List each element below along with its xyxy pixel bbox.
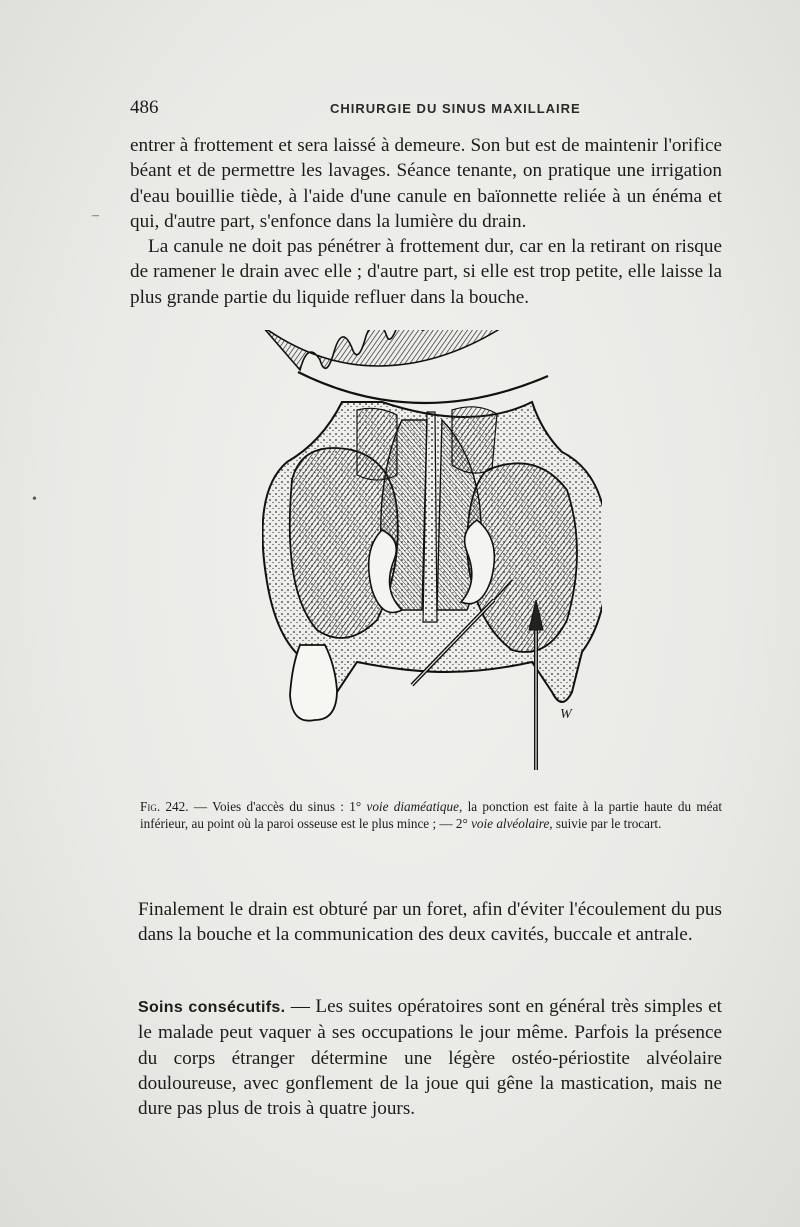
bottom-text [138, 994, 722, 1121]
margin-dash: – [92, 208, 99, 223]
caption-term-diameatique: voie diaméatique, [366, 799, 463, 814]
middle-text [138, 897, 722, 948]
paragraph-canule: La canule ne doit pas pénétrer à frottement dur, car en la retirant on risque de ramener le drain avec elle ; d'autre part, si elle est trop petite, elle laisse la plus grande partie du liquide refluer dans la bouche. [130, 236, 722, 308]
caption-text: Fig. 242. — Voies d'accès du sinus : 1° voie diaméatique, la ponction est faite à la partie haute du méat inférieur, au point où la paroi osseuse est le plus mince ; — 2° voie alvéolaire, suivie par le trocart. [140, 799, 722, 831]
paragraph-continued: entrer à frottement et sera laissé à demeure. Son but est de maintenir l'orifice béant et de permettre les lavages. Séance tenante, on pratique une irrigation d'eau bouillie tiède, à l'aide d'une canule en baïonnette reliée à un énéma et qui, d'autre part, s'enfonce dans la lumière du drain. [130, 135, 722, 232]
sinus-cross-section-drawing [262, 330, 602, 775]
paragraph-soins [138, 994, 722, 1121]
section-body: — Les suites opératoires sont en général très simples et le malade peut vaquer à ses occupations le jour même. Parfois la présence du corps étranger détermine une légère ostéo-périostite alvéolaire douloureuse, avec gonflement de la joue qui gêne la mastication, mais ne dure pas plus de trois à quatre jours. [138, 996, 722, 1120]
tooth [290, 645, 337, 721]
artist-signature: W [560, 707, 572, 722]
brain-folds [262, 330, 498, 370]
figure-label: Fig. 242. [140, 799, 189, 814]
margin-bullet: • [32, 492, 37, 507]
page-number: 486 [130, 97, 159, 118]
figure-caption [140, 798, 722, 832]
page-header [130, 97, 722, 121]
caption-term-alveolaire: voie alvéolaire, [471, 816, 553, 831]
running-title: CHIRURGIE DU SINUS MAXILLAIRE [330, 101, 581, 116]
top-text [130, 133, 722, 310]
paragraph-finalement: Finalement le drain est obturé par un foret, afin d'éviter l'écoulement du pus dans la bouche et la communication des deux cavités, buccale et antrale. [138, 899, 722, 946]
section-heading: Soins consécutifs. [138, 999, 286, 1016]
anatomical-figure [262, 330, 602, 775]
